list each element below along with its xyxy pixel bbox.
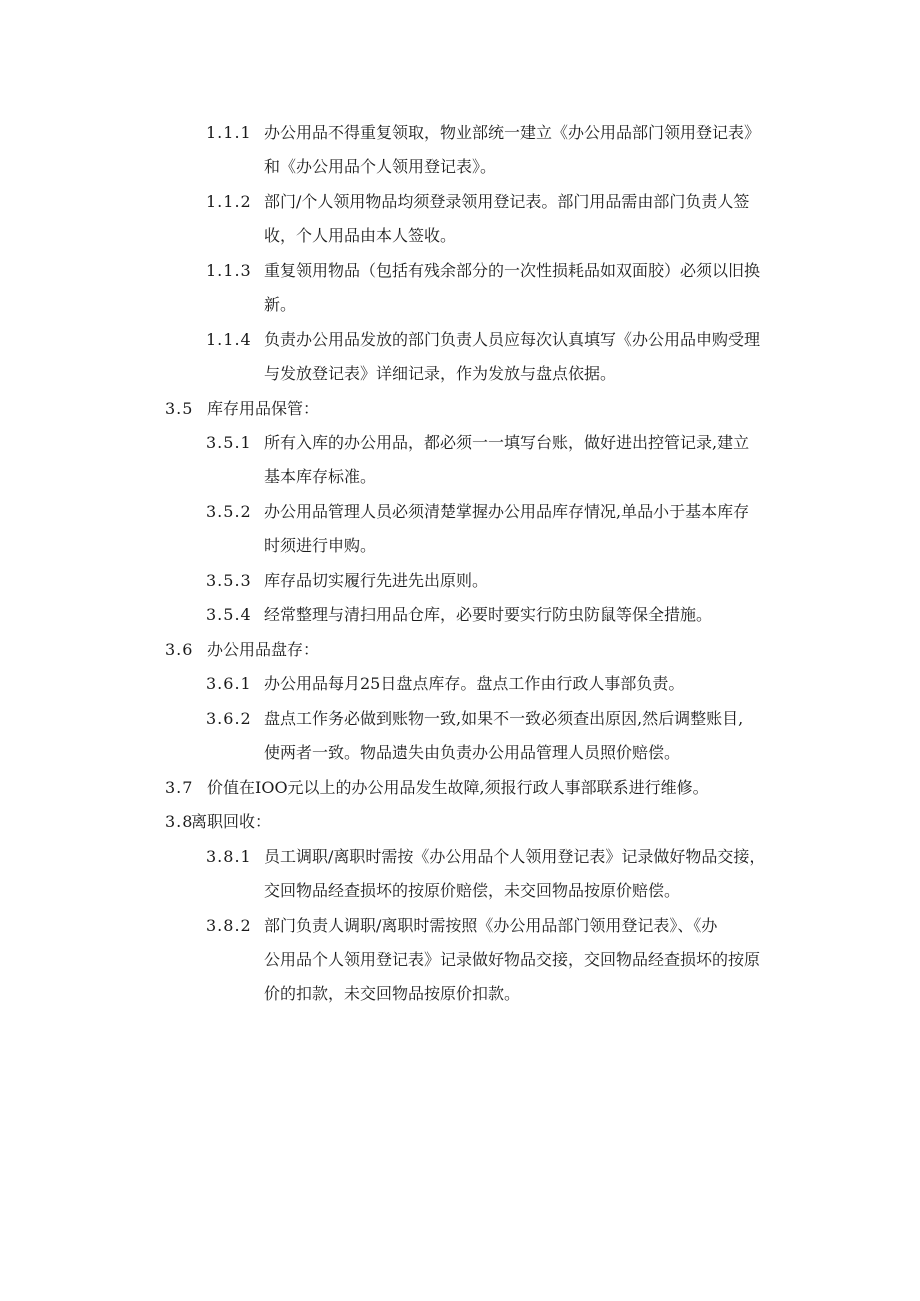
clause-text-continued: 与发放登记表》详细记录，作为发放与盘点依据。 <box>264 364 617 383</box>
clause-text: 办公用品管理人员必须清楚掌握办公用品库存情况,单品小于基本库存 <box>264 502 750 521</box>
section-number: 3.5 <box>165 399 194 418</box>
clause-text-continued: 基本库存标准。 <box>264 467 377 486</box>
clause-text: 重复领用物品（包括有残余部分的一次性损耗品如双面胶）必须以旧换 <box>264 261 761 280</box>
section-number: 3.6 <box>165 640 194 659</box>
clause-number: 1.1.2 <box>206 192 252 211</box>
clause-text: 盘点工作务必做到账物一致,如果不一致必须查出原因,然后调整账目, <box>264 709 744 728</box>
clause-number: 1.1.3 <box>206 261 252 280</box>
clause-number: 3.6.2 <box>206 709 252 728</box>
clause-number: 3.6.1 <box>206 674 252 693</box>
clause-text: 部门负责人调职/离职时需按照《办公用品部门领用登记表》、《办 <box>264 916 718 935</box>
clause-text-continued: 新。 <box>264 295 297 314</box>
clause-number: 3.5.2 <box>206 502 252 521</box>
clause-text: 办公用品每月25日盘点库存。盘点工作由行政人事部负责。 <box>264 674 685 693</box>
clause-number: 1.1.1 <box>206 123 252 142</box>
section-heading: 库存用品保管： <box>207 399 320 418</box>
clause-text-continued: 交回物品经查损坏的按原价赔偿，未交回物品按原价赔偿。 <box>264 881 681 900</box>
clause-text: 负责办公用品发放的部门负责人员应每次认真填写《办公用品申购受理 <box>264 330 761 349</box>
clause-text: 部门/个人领用物品均须登录领用登记表。部门用品需由部门负责人签 <box>264 192 750 211</box>
section-number: 3.8 <box>165 812 194 831</box>
clause-number: 3.5.3 <box>206 571 252 590</box>
clause-text: 库存品切实履行先进先出原则。 <box>264 571 489 590</box>
section-text: 价值在IOO元以上的办公用品发生故障,须报行政人事部联系进行维修。 <box>207 778 709 797</box>
clause-text-continued: 使两者一致。物品遗失由负责办公用品管理人员照价赔偿。 <box>264 743 681 762</box>
section-heading: 办公用品盘存： <box>207 640 320 659</box>
clause-text: 所有入库的办公用品，都必须一一填写台账，做好进出控管记录,建立 <box>264 433 750 452</box>
clause-text-continued: 价的扣款，未交回物品按原价扣款。 <box>264 984 521 1003</box>
clause-text: 员工调职/离职时需按《办公用品个人领用登记表》记录做好物品交接， <box>264 847 766 866</box>
clause-number: 1.1.4 <box>206 330 252 349</box>
clause-text-continued: 时须进行申购。 <box>264 536 377 555</box>
section-number: 3.7 <box>165 778 194 797</box>
clause-text-continued: 公用品个人领用登记表》记录做好物品交接，交回物品经查损坏的按原 <box>264 950 761 969</box>
clause-text: 办公用品不得重复领取，物业部统一建立《办公用品部门领用登记表》 <box>264 123 761 142</box>
clause-number: 3.5.1 <box>206 433 252 452</box>
clause-number: 3.8.2 <box>206 916 252 935</box>
clause-number: 3.5.4 <box>206 605 252 624</box>
section-heading: 离职回收： <box>191 812 272 831</box>
clause-text-continued: 收，个人用品由本人签收。 <box>264 226 457 245</box>
clause-number: 3.8.1 <box>206 847 252 866</box>
clause-text-continued: 和《办公用品个人领用登记表》。 <box>264 157 497 176</box>
clause-text: 经常整理与清扫用品仓库，必要时要实行防虫防鼠等保全措施。 <box>264 605 713 624</box>
